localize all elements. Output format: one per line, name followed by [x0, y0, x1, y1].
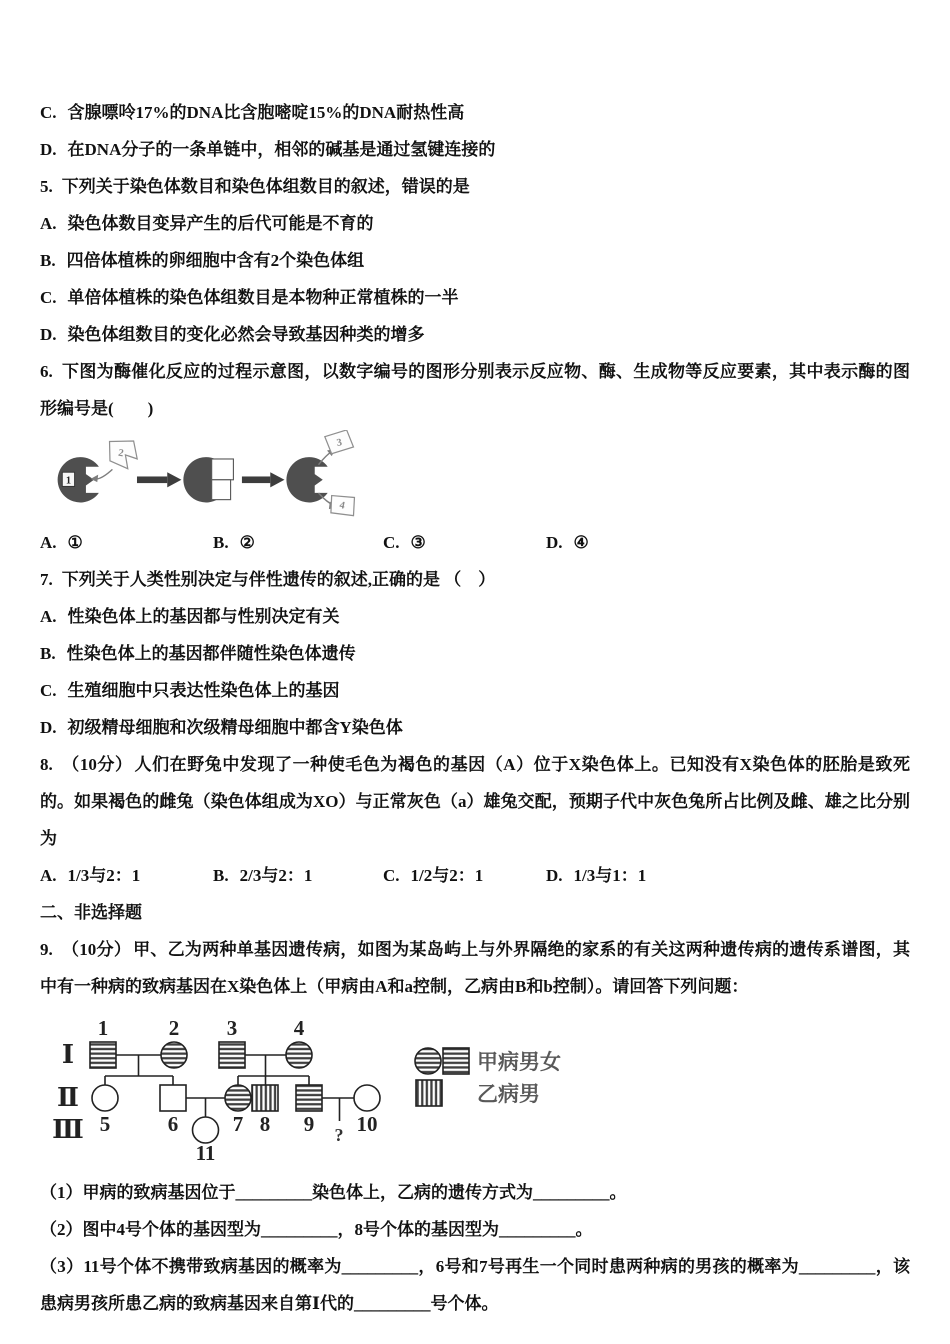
product-number-label: 3 — [335, 437, 343, 449]
legend-disease-a-male-symbol — [443, 1048, 469, 1074]
question-4-option-c — [40, 94, 910, 131]
individual-2-affected-female — [161, 1042, 187, 1068]
pedigree-legend — [415, 1048, 561, 1106]
option-text: 染色体组数目的变化必然会导致基因种类的增多 — [67, 325, 425, 344]
question-8-options — [40, 857, 910, 894]
question-6-option-b — [213, 524, 383, 561]
option-text: 在DNA分子的一条单链中，相邻的碱基是通过氢键连接的 — [67, 140, 496, 159]
question-8-stem — [40, 746, 910, 857]
enzyme-substrate-complex — [183, 457, 233, 502]
substrate-shape — [105, 437, 140, 470]
product-number-label: 4 — [338, 499, 346, 512]
option-text: 性染色体上的基因都与性别决定有关 — [67, 607, 340, 626]
option-text: ③ — [410, 533, 426, 552]
option-label: C. — [383, 866, 400, 885]
option-text: 初级精母细胞和次级精母细胞中都含Y染色体 — [67, 718, 403, 737]
individual-number: 9 — [303, 1112, 315, 1136]
question-9-sub-2 — [40, 1211, 910, 1248]
individual-7-affected-female — [225, 1085, 251, 1111]
option-text: 1/3与2：1 — [67, 866, 141, 885]
option-text: 四倍体植株的卵细胞中含有2个染色体组 — [66, 251, 365, 270]
individual-number: 5 — [99, 1112, 111, 1136]
question-score: （10分） — [61, 755, 133, 774]
question-4-option-d — [40, 131, 910, 168]
question-9-stem — [40, 931, 910, 1005]
individual-number: 7 — [232, 1112, 244, 1136]
individual-5-unaffected-female — [92, 1085, 118, 1111]
individual-11-unaffected-female — [193, 1117, 219, 1143]
question-7-option-d — [40, 709, 910, 746]
generation-label-3: Ⅲ — [52, 1115, 84, 1144]
enzyme-diagram-svg — [50, 430, 362, 522]
option-text: ① — [67, 533, 83, 552]
individual-3-affected-male — [219, 1042, 245, 1068]
legend-disease-a-female-symbol — [415, 1048, 441, 1074]
question-5-option-a — [40, 205, 910, 242]
option-text: 染色体数目变异产生的后代可能是不育的 — [67, 214, 374, 233]
option-text: ④ — [573, 533, 589, 552]
generation-label-1: Ⅰ — [61, 1040, 75, 1069]
product-shape-2 — [328, 493, 357, 518]
question-8-option-d — [546, 857, 910, 894]
stem-text: 下列关于人类性别决定与伴性遗传的叙述,正确的是 （ ） — [61, 570, 496, 589]
question-7-stem — [40, 561, 910, 598]
option-text: 1/3与1：1 — [573, 866, 647, 885]
reaction-arrow — [137, 472, 181, 487]
generation-label-2: Ⅱ — [57, 1083, 79, 1112]
question-8-option-c — [383, 857, 546, 894]
substrate-number-label: 2 — [117, 447, 125, 460]
unknown-child-mark: ? — [334, 1125, 344, 1145]
individual-number: 8 — [259, 1112, 271, 1136]
option-text: 2/3与2：1 — [239, 866, 313, 885]
option-label: D. — [546, 533, 563, 552]
question-number: 7. — [40, 570, 53, 589]
reaction-arrow — [242, 472, 285, 487]
stem-text: 下列关于染色体数目和染色体组数目的叙述，错误的是 — [61, 177, 470, 196]
question-8-option-a — [40, 857, 213, 894]
option-label: C. — [40, 103, 57, 122]
individual-number: 6 — [167, 1112, 179, 1136]
option-label: A. — [40, 607, 57, 626]
question-score: （10分） — [61, 940, 132, 959]
enzyme-reaction-diagram — [50, 430, 910, 522]
question-number: 9. — [40, 940, 53, 959]
question-6-option-c — [383, 524, 546, 561]
question-8-option-b — [213, 857, 383, 894]
individual-number: 2 — [168, 1016, 180, 1040]
sub-question-text: （2）图中4号个体的基因型为_________，8号个体的基因型为_________。 — [40, 1220, 593, 1239]
question-9-sub-1 — [40, 1174, 910, 1211]
individual-number: 4 — [293, 1016, 305, 1040]
individual-number: 1 — [97, 1016, 109, 1040]
option-text: ② — [239, 533, 255, 552]
question-5-option-d — [40, 316, 910, 353]
option-label: D. — [546, 866, 563, 885]
stem-text: 下图为酶催化反应的过程示意图，以数字编号的图形分别表示反应物、酶、生成物等反应要素，其中表示酶的图形编号是( ) — [40, 362, 910, 418]
option-text: 性染色体上的基因都伴随性染色体遗传 — [66, 644, 356, 663]
option-text: 含腺嘌呤17%的DNA比含胞嘧啶15%的DNA耐热性高 — [67, 103, 465, 122]
option-label: B. — [213, 533, 229, 552]
individual-number: 3 — [226, 1016, 238, 1040]
question-6-option-a — [40, 524, 213, 561]
individual-10-unaffected-female — [354, 1085, 380, 1111]
question-7-option-a — [40, 598, 910, 635]
individual-number: 11 — [195, 1141, 216, 1165]
individual-4-affected-female — [286, 1042, 312, 1068]
legend-disease-a-text: 甲病男女 — [477, 1050, 561, 1074]
question-5-stem — [40, 168, 910, 205]
pedigree-chart — [52, 1010, 910, 1168]
question-6-stem — [40, 353, 910, 427]
section-title-text: 二、非选择题 — [40, 903, 142, 922]
option-text: 1/2与2：1 — [410, 866, 484, 885]
sub-question-text: （1）甲病的致病基因位于_________染色体上，乙病的遗传方式为_________。 — [40, 1183, 627, 1202]
question-7-option-b — [40, 635, 910, 672]
option-label: A. — [40, 214, 57, 233]
option-label: A. — [40, 866, 57, 885]
individual-8-disease-b-male — [252, 1085, 278, 1111]
question-number: 6. — [40, 362, 53, 381]
question-9-sub-3 — [40, 1248, 910, 1322]
stem-text: 甲、乙为两种单基因遗传病，如图为某岛屿上与外界隔绝的家系的有关这两种遗传病的遗传系谱图，其中有一种病的致病基因在X染色体上（甲病由A和a控制，乙病由B和b控制）。请回答下列问题： — [40, 940, 911, 996]
pedigree-svg — [52, 1010, 582, 1168]
individual-number: 10 — [356, 1112, 378, 1136]
legend-disease-b-text: 乙病男 — [477, 1082, 540, 1106]
option-label: C. — [40, 288, 57, 307]
option-text: 单倍体植株的染色体组数目是本物种正常植株的一半 — [67, 288, 459, 307]
individual-9-affected-male — [296, 1085, 322, 1111]
option-label: D. — [40, 718, 57, 737]
option-label: D. — [40, 140, 57, 159]
stem-text: 人们在野兔中发现了一种使毛色为褐色的基因（A）位于X染色体上。已知没有X染色体的胚胎是致死的。如果褐色的雌兔（染色体组成为XO）与正常灰色（a）雄兔交配，预期子代中灰色兔所占比例及雌、雄之比分别为 — [40, 755, 910, 848]
option-label: C. — [383, 533, 400, 552]
option-label: C. — [40, 681, 57, 700]
option-label: B. — [40, 644, 56, 663]
legend-disease-b-male-symbol — [416, 1080, 442, 1106]
question-6-option-d — [546, 524, 910, 561]
option-label: A. — [40, 533, 57, 552]
individual-6-unaffected-male — [160, 1085, 186, 1111]
question-5-option-c — [40, 279, 910, 316]
individual-1-affected-male — [90, 1042, 116, 1068]
option-label: B. — [40, 251, 56, 270]
sub-question-text: （3）11号个体不携带致病基因的概率为_________，6号和7号再生一个同时患两种病的男孩的概率为_________，该患病男孩所患乙病的致病基因来自第Ⅰ代的_________号个体。 — [40, 1257, 910, 1313]
question-number: 5. — [40, 177, 53, 196]
option-label: D. — [40, 325, 57, 344]
question-5-option-b — [40, 242, 910, 279]
enzyme-number-label: 1 — [65, 475, 72, 487]
option-text: 生殖细胞中只表达性染色体上的基因 — [67, 681, 340, 700]
question-number: 8. — [40, 755, 53, 774]
question-7-option-c — [40, 672, 910, 709]
section-2-title — [40, 894, 910, 931]
option-label: B. — [213, 866, 229, 885]
question-6-options — [40, 524, 910, 561]
